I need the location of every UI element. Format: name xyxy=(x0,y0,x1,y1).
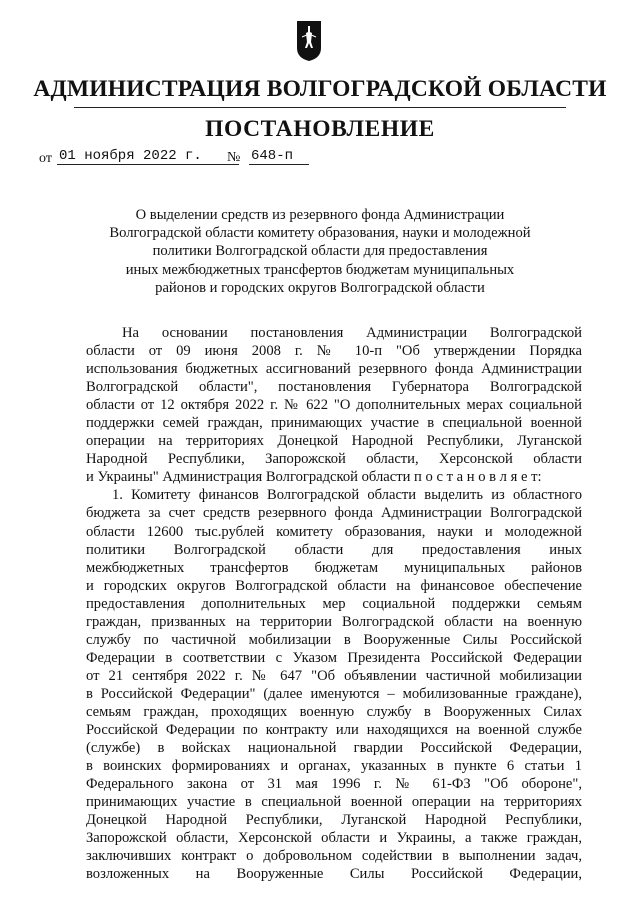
body-line: и Украины" Администрация Волгоградской области п о с т а н о в л я е т: xyxy=(86,469,542,486)
document-type-title: ПОСТАНОВЛЕНИЕ xyxy=(205,116,435,142)
body-line: На основании постановления Администрации Волгоградской xyxy=(122,325,582,341)
date-prefix: от xyxy=(39,151,52,166)
subject-line: О выделении средств из резервного фонда Администрации xyxy=(135,207,505,223)
subject-line: районов и городских округов Волгоградской области xyxy=(155,279,485,296)
body-line: области от 09 июня 2008 г. № 10-п "Об утверждении Порядка xyxy=(86,343,582,360)
coat-of-arms-emblem xyxy=(296,20,322,62)
body-line: Российской Федерации по контракту или находящихся на военной службе xyxy=(86,722,582,739)
body-line: использования бюджетных ассигнований резервного фонда Администрации xyxy=(86,361,582,378)
number-prefix: № xyxy=(227,150,241,165)
subject-line: политики Волгоградской области для предоставления xyxy=(152,243,488,260)
body-line: политики Волгоградской области для предоставления иных xyxy=(86,541,582,558)
body-line: граждан, призванных на территории Волгоградской области на военную xyxy=(86,613,582,630)
document-number: 648-п xyxy=(249,148,309,165)
body-line: и городских округов Волгоградской области на финансовое обеспечение xyxy=(86,577,582,594)
header-divider xyxy=(74,107,566,108)
body-line: службу по частичной мобилизации в Вооруженные Силы Российской xyxy=(86,631,582,648)
body-line: (службе) в войсках национальной гвардии Российской Федерации, xyxy=(86,740,582,757)
body-line: Запорожской области, Херсонской области и Украины, а также граждан, xyxy=(86,830,582,847)
body-line: 1. Комитету финансов Волгоградской области выделить из областного xyxy=(112,487,582,504)
body-line: поддержки семей граждан, принимающих участие в специальной военной xyxy=(86,415,582,432)
body-line: в воинских формированиях и органах, указанных в пункте 6 статьи 1 xyxy=(86,758,582,775)
organization-title: АДМИНИСТРАЦИЯ ВОЛГОГРАДСКОЙ ОБЛАСТИ xyxy=(33,76,607,102)
body-line: от 21 сентября 2022 г. № 647 "Об объявлении частичной мобилизации xyxy=(86,667,582,684)
body-line: области 12600 тыс.рублей комитету образования, науки и молодежной xyxy=(86,523,582,540)
body-line: межбюджетных трансфертов бюджетам муниципальных районов xyxy=(86,559,582,576)
subject-line: Волгоградской области комитету образования, науки и молодежной xyxy=(109,225,531,242)
body-line: Федерального закона от 31 мая 1996 г. № 61-ФЗ "Об обороне", xyxy=(86,776,582,793)
body-line: области от 12 октября 2022 г. № 622 "О дополнительных мерах социальной xyxy=(86,397,582,414)
document-subject xyxy=(100,206,540,297)
body-line: семьям граждан, проходящих военную службу в Вооруженных Силах xyxy=(86,703,582,720)
body-line: принимающих участие в специальной военной операции на территориях xyxy=(86,794,582,811)
body-line: бюджета за счет средств резервного фонда Администрации Волгоградской xyxy=(86,505,582,522)
document-body xyxy=(86,324,582,883)
body-line: в Российской Федерации" (далее именуются – мобилизованные граждане), xyxy=(86,685,582,702)
body-line: Донецкой Народной Республики, Луганской Народной Республики, xyxy=(86,812,582,829)
body-line: операции на территориях Донецкой Народной Республики, Луганской xyxy=(86,433,582,450)
body-line: заключивших контракт о добровольном содействии в выполнении задач, xyxy=(86,848,582,865)
body-line: возложенных на Вооруженные Силы Российской Федерации, xyxy=(86,866,582,883)
document-date: 01 ноября 2022 г. xyxy=(57,148,239,165)
body-line: Народной Республики, Запорожской области, Херсонской области xyxy=(86,451,582,468)
body-line: Федерации в соответствии с Указом Президента Российской Федерации xyxy=(86,649,582,666)
body-line: Волгоградской области", постановления Губернатора Волгоградской xyxy=(86,379,582,396)
subject-line: иных межбюджетных трансфертов бюджетам муниципальных xyxy=(125,261,515,278)
body-line: предоставления дополнительных мер социальной поддержки семьям xyxy=(86,595,582,612)
document-meta xyxy=(39,148,339,168)
